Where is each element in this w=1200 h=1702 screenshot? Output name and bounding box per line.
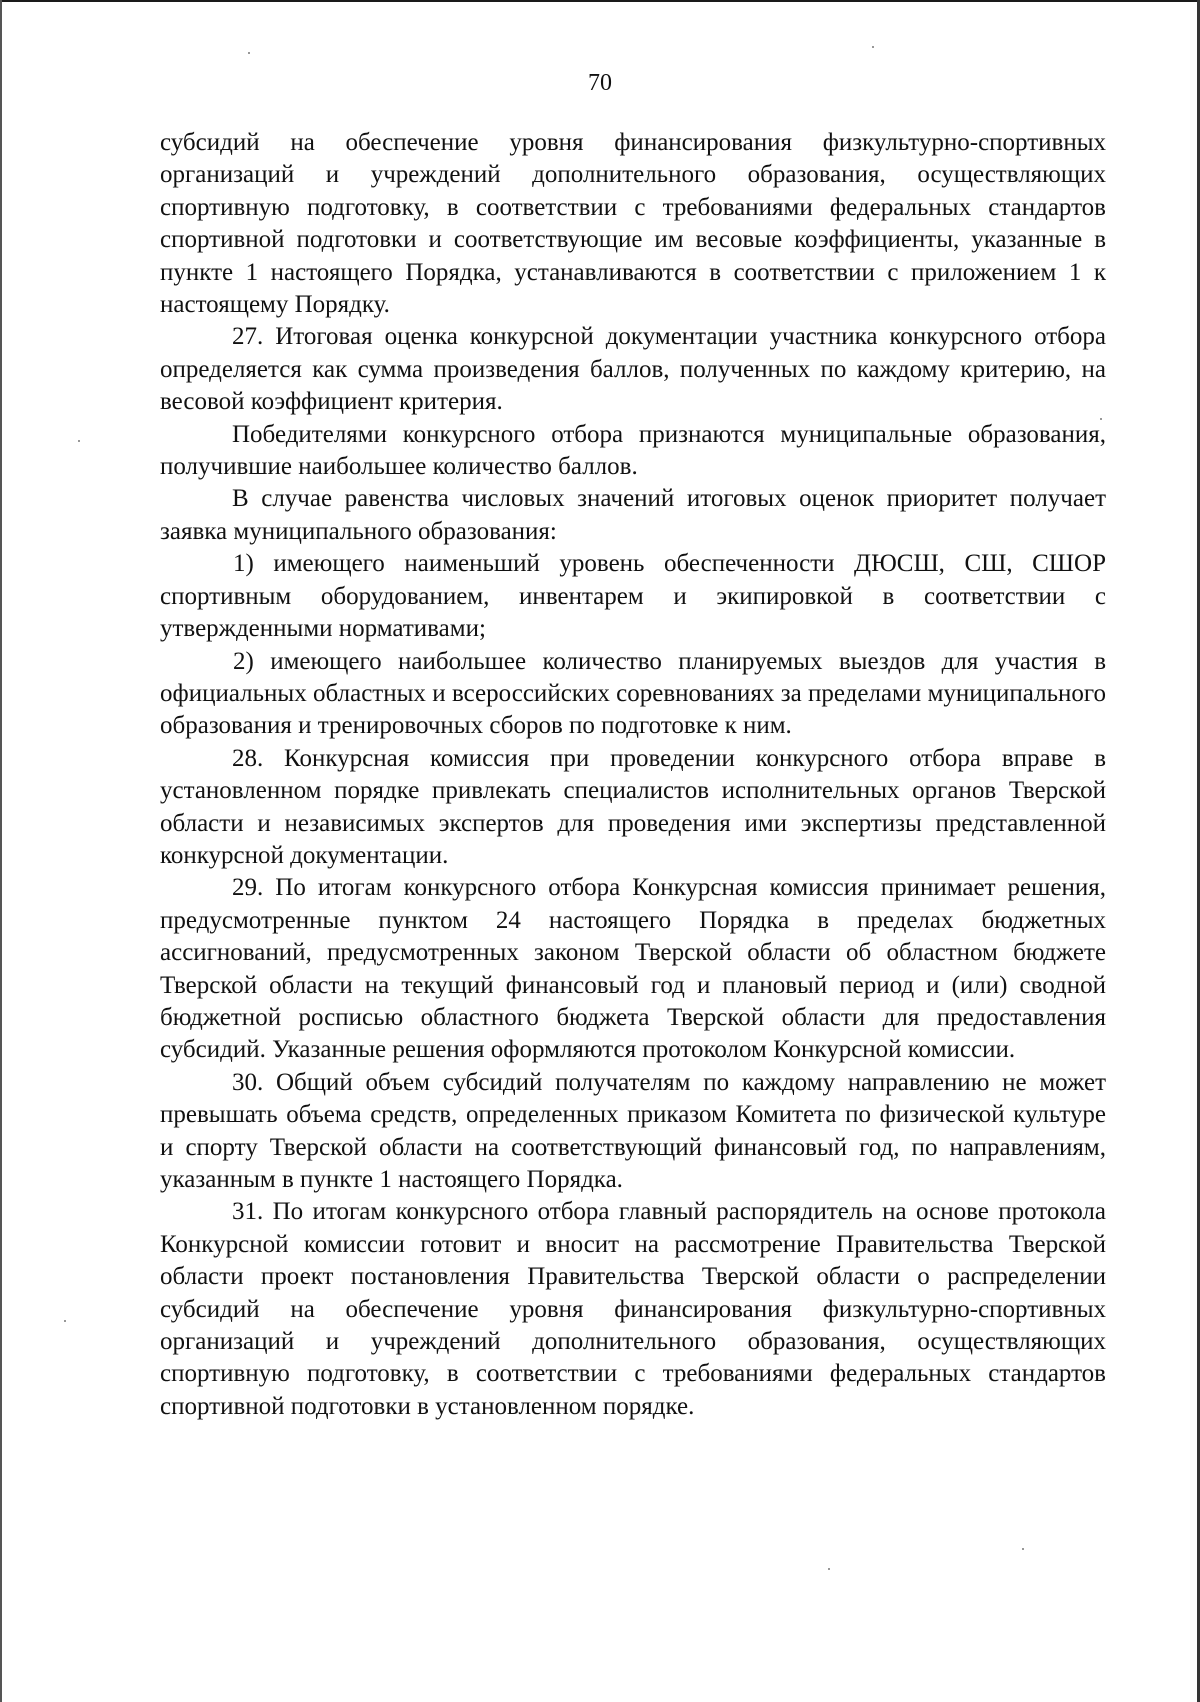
paragraph-31: 31. По итогам конкурсного отбора главный распорядитель на основе протокола Конкурсной комиссии готовит и вносит на рассмотрение Правительства Тверской области проект постановления Правительства Тверской области о распределении субсидий на обеспечение уровня финансирования физкультурно-спортивных организаций и учреждений дополнительного образования, осуществляющих спортивную подготовку, в соответствии с требованиями федеральных стандартов спортивной подготовки в установленном порядке.	[160, 1198, 1106, 1420]
paragraph-continuation: субсидий на обеспечение уровня финансирования физкультурно-спортивных организаций и учреждений дополнительного образования, осуществляющих спортивную подготовку, в соответствии с требованиями федеральных стандартов спортивной подготовки и соответствующие им весовые коэффициенты, указанные в пункте 1 настоящего Порядка, устанавливаются в соответствии с приложением 1 к настоящему Порядку.	[160, 129, 1106, 319]
list-item-2: 2) имеющего наибольшее количество планируемых выездов для участия в официальных областных и всероссийских соревнованиях за пределами муниципального образования и тренировочных сборов по подготовке к ним.	[160, 647, 1106, 740]
scan-speck	[1022, 1548, 1024, 1550]
paragraph-tie-break: В случае равенства числовых значений итоговых оценок приоритет получает заявка муниципального образования:	[160, 485, 1106, 545]
paragraph-30: 30. Общий объем субсидий получателям по каждому направлению не может превышать объема средств, определенных приказом Комитета по физической культуре и спорту Тверской области на соответствующий финансовый год, по направлениям, указанным в пункте 1 настоящего Порядка.	[160, 1068, 1106, 1193]
scan-speck	[828, 1568, 830, 1570]
scan-top-border	[0, 0, 1200, 2]
page-number: 70	[588, 70, 612, 96]
paragraph-winners: Победителями конкурсного отбора признаются муниципальные образования, получившие наибольшее количество баллов.	[160, 420, 1106, 481]
scan-speck	[64, 1320, 66, 1322]
scan-speck	[248, 52, 250, 54]
scan-speck	[872, 46, 874, 48]
scan-speck	[78, 440, 80, 442]
paragraph-29: 29. По итогам конкурсного отбора Конкурсная комиссия принимает решения, предусмотренные пунктом 24 настоящего Порядка в пределах бюджетных ассигнований, предусмотренных законом Тверской области об областном бюджете Тверской области на текущий финансовый год и плановый период и (или) сводной бюджетной росписью областного бюджета Тверской области для предоставления субсидий. Указанные решения оформляются протоколом Конкурсной комиссии.	[160, 874, 1106, 1064]
paragraph-28: 28. Конкурсная комиссия при проведении конкурсного отбора вправе в установленном порядке привлекать специалистов исполнительных органов Тверской области и независимых экспертов для проведения ими экспертизы представленной конкурсной документации.	[160, 744, 1106, 869]
list-item-1: 1) имеющего наименьший уровень обеспеченности ДЮСШ, СШ, СШОР спортивным оборудованием, инвентарем и экипировкой в соответствии с утвержденными нормативами;	[160, 550, 1106, 643]
scan-left-border	[0, 0, 2, 1702]
document-body	[160, 127, 1106, 1423]
paragraph-27: 27. Итоговая оценка конкурсной документации участника конкурсного отбора определяется как сумма произведения баллов, полученных по каждому критерию, на весовой коэффициент критерия.	[160, 323, 1106, 416]
scan-speck	[1100, 418, 1102, 420]
